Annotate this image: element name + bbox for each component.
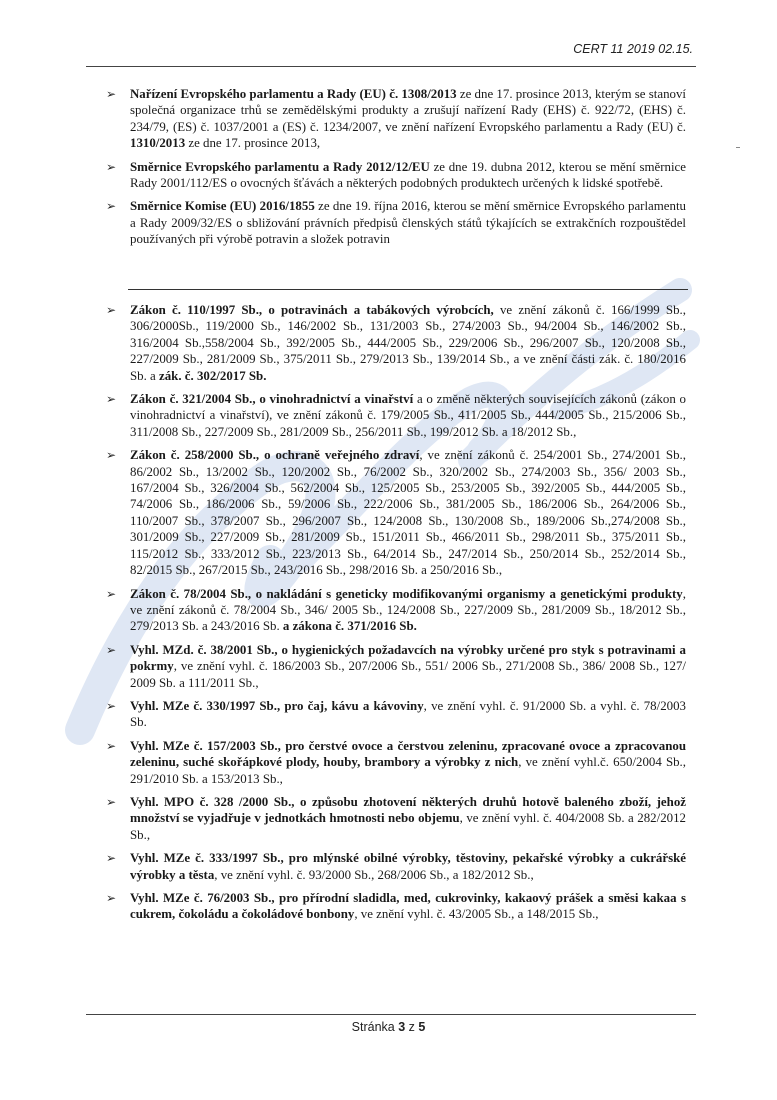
item-bold-text: zák. č. 302/2017 Sb. — [159, 368, 267, 383]
item-bold-text: Zákon č. 78/2004 Sb., o nakládání s geneticky modifikovanými organismy a genetickými produkty — [130, 586, 683, 601]
arrow-bullet-icon: ➢ — [106, 199, 117, 214]
document-code-header: CERT 11 2019 02.15. — [573, 42, 693, 56]
arrow-bullet-icon: ➢ — [106, 392, 117, 407]
item-text: ze dne 17. prosince 2013, kterým se stanoví společná organizace trhů se zemědělskými produkty a zrušují nařízení Rady (EHS) č. 922/72, (EHS) č. 234/79, (ES) č. 1037/2001 a (ES) č. 1234/2007, ve znění nařízení Evropského parlamentu a Rady (EU) č. — [130, 87, 686, 134]
czech-law-item — [106, 794, 686, 843]
arrow-bullet-icon: ➢ — [106, 698, 117, 713]
arrow-bullet-icon: ➢ — [106, 738, 117, 753]
item-text: , ve znění vyhl. č. 93/2000 Sb., 268/2006 Sb., a 182/2012 Sb., — [214, 867, 534, 882]
item-bold-text: Nařízení Evropského parlamentu a Rady (EU) č. 1308/2013 — [130, 87, 457, 101]
czech-law-item — [106, 890, 686, 923]
item-text: ze dne 17. prosince 2013, — [185, 136, 321, 151]
margin-mark — [736, 147, 740, 148]
item-text: ze dne 19. dubna 2012, kterou se mění směrnice Rady 2001/112/ES o ovocných šťávách a některých podobných produktech určených k lidské spotřebě. — [130, 159, 686, 191]
arrow-bullet-icon: ➢ — [106, 87, 117, 101]
item-bold-text: Vyhl. MZe č. 330/1997 Sb., pro čaj, kávu a kávoviny — [130, 698, 424, 713]
page-separator: z — [408, 1020, 415, 1034]
item-bold-text: Vyhl. MZe č. 76/2003 Sb., pro přírodní sladidla, med, cukrovinky, kakaový prášek a směsi kakaa s cukrem, čokoládu a čokoládové bonbony — [130, 891, 686, 922]
item-text: , ve znění vyhl. č. 404/2008 Sb. a 282/2012 Sb., — [130, 811, 686, 842]
item-text: ve znění zákonů č. 166/1999 Sb., 306/2000Sb., 119/2000 Sb., 146/2002 Sb., 131/2003 Sb., 274/2003 Sb., 94/2004 Sb., 146/2002 Sb., 316/2004 Sb.,558/2004 Sb., 392/2005 Sb., 444/2005 Sb., 229/2006 Sb., 296/2007 Sb., 120/2008 Sb., 227/2009 Sb., 281/2009 Sb., 375/2011 Sb., 279/2013 Sb., 139/2014 Sb., a ve znění části zák. č. 180/2016 Sb. a — [130, 303, 686, 383]
item-bold-text: a zákona č. 371/2016 Sb. — [282, 619, 417, 634]
eu-regulation-item — [106, 159, 686, 192]
czech-law-item — [106, 738, 686, 787]
page-total: 5 — [418, 1020, 426, 1034]
item-text: ze dne 19. října 2016, kterou se mění směrnice Evropského parlamentu a Rady 2009/32/ES o sbližování právních předpisů členských států týkajících se extrakčních rozpouštědel používaných při výrobě potravin a složek potravin — [130, 199, 686, 247]
czech-laws-list — [106, 302, 686, 930]
arrow-bullet-icon: ➢ — [106, 448, 117, 463]
arrow-bullet-icon: ➢ — [106, 851, 117, 866]
arrow-bullet-icon: ➢ — [106, 159, 117, 174]
item-text: , ve znění vyhl. č. 186/2003 Sb., 207/2006 Sb., 551/ 2006 Sb., 271/2008 Sb., 386/ 2008 Sb., 127/ 2009 Sb. a 111/2011 Sb., — [130, 659, 686, 690]
item-bold-text: 1310/2013 — [130, 136, 186, 151]
eu-regulations-list — [106, 86, 686, 255]
page-label: Stránka — [351, 1020, 395, 1034]
arrow-bullet-icon: ➢ — [106, 794, 117, 809]
item-text: , ve znění vyhl. č. 91/2000 Sb. a vyhl. č. 78/2003 Sb. — [130, 698, 686, 730]
arrow-bullet-icon: ➢ — [106, 891, 117, 905]
item-text: a o změně některých souvisejících zákonů (zákon o vinohradnictví a vinařství), ve znění zákonů č. 179/2005 Sb., 411/2005 Sb., 444/2005 Sb., 215/2006 Sb., 311/2008 Sb., 227/2009 Sb., 281/2009 Sb., 256/2011 Sb., 199/2012 Sb. a 18/2012 Sb., — [130, 392, 686, 439]
item-bold-text: Zákon č. 258/2000 Sb., o ochraně veřejného zdraví — [130, 448, 420, 463]
item-bold-text: Směrnice Komise (EU) 2016/1855 — [130, 199, 315, 214]
arrow-bullet-icon: ➢ — [106, 303, 117, 317]
page-current: 3 — [398, 1020, 406, 1034]
czech-law-item — [106, 642, 686, 691]
item-bold-text: Vyhl. MZd. č. 38/2001 Sb., o hygienických požadavcích na výrobky určené pro styk s potravinami a pokrmy — [130, 642, 686, 674]
eu-regulation-item — [106, 198, 686, 247]
czech-law-item — [106, 302, 686, 384]
czech-law-item — [106, 698, 686, 731]
item-bold-text: Zákon č. 321/2004 Sb., o vinohradnictví a vinařství — [130, 392, 414, 407]
item-text: , ve znění vyhl. č. 43/2005 Sb., a 148/2015 Sb., — [354, 907, 599, 922]
eu-regulation-item — [106, 86, 686, 152]
item-text: , ve znění zákonů č. 78/2004 Sb., 346/ 2005 Sb., 124/2008 Sb., 227/2009 Sb., 281/2009 Sb., 18/2012 Sb., 279/2013 Sb. a 243/2016 Sb. — [130, 586, 686, 634]
item-bold-text: Vyhl. MZe č. 333/1997 Sb., pro mlýnské obilné výrobky, těstoviny, pekařské výrobky a cukrářské výrobky a těsta — [130, 851, 686, 882]
czech-law-item — [106, 447, 686, 578]
section-divider — [128, 289, 688, 290]
item-bold-text: Zákon č. 110/1997 Sb., o potravinách a tabákových výrobcích, — [130, 303, 494, 317]
czech-law-item — [106, 391, 686, 440]
arrow-bullet-icon: ➢ — [106, 642, 117, 657]
czech-law-item — [106, 850, 686, 883]
item-bold-text: Vyhl. MPO č. 328 /2000 Sb., o způsobu zhotovení některých druhů hotově baleného zboží, jehož množství se vyjadřuje v jednotkách hmotnosti nebo objemu — [130, 794, 686, 826]
item-text: , ve znění vyhl.č. 650/2004 Sb., 291/2010 Sb. a 153/2013 Sb., — [130, 755, 687, 786]
page-number — [0, 1020, 777, 1034]
item-text: , ve znění zákonů č. 254/2001 Sb., 274/2001 Sb., 86/2002 Sb., 13/2002 Sb., 120/2002 Sb., 76/2002 Sb., 320/2002 Sb., 274/2003 Sb., 356/ 2003 Sb., 167/2004 Sb., 326/2004 Sb., 562/2004 Sb., 125/2005 Sb., 253/2005 Sb., 392/2005 Sb., 444/2005 Sb., 74/2006 Sb., 186/2006 Sb., 59/2006 Sb., 222/2006 Sb., 381/2005 Sb., 186/2006 Sb., 264/2006 Sb., 110/2007 Sb., 378/2007 Sb., 296/2007 Sb., 124/2008 Sb., 130/2008 Sb., 189/2006 Sb.,274/2008 Sb., 301/2009 Sb., 227/2009 Sb., 281/2009 Sb., 151/2011 Sb., 466/2011 Sb., 298/2011 Sb., 375/2011 Sb., 115/2012 Sb., 333/2012 Sb., 223/2013 Sb., 64/2014 Sb., 247/2014 Sb., 250/2014 Sb., 252/2014 Sb., 82/2015 Sb., 267/2015 Sb., 243/2016 Sb., 298/2016 Sb. a 250/2016 Sb., — [130, 448, 686, 578]
czech-law-item — [106, 586, 686, 635]
item-bold-text: Vyhl. MZe č. 157/2003 Sb., pro čerstvé ovoce a čerstvou zeleninu, zpracované ovoce a zpracovanou zeleninu, suché skořápkové plody, houby, brambory a výrobky z nich — [130, 738, 686, 770]
footer-divider — [86, 1014, 696, 1015]
arrow-bullet-icon: ➢ — [106, 586, 117, 601]
item-bold-text: Směrnice Evropského parlamentu a Rady 2012/12/EU — [130, 159, 430, 174]
header-divider — [86, 66, 696, 67]
